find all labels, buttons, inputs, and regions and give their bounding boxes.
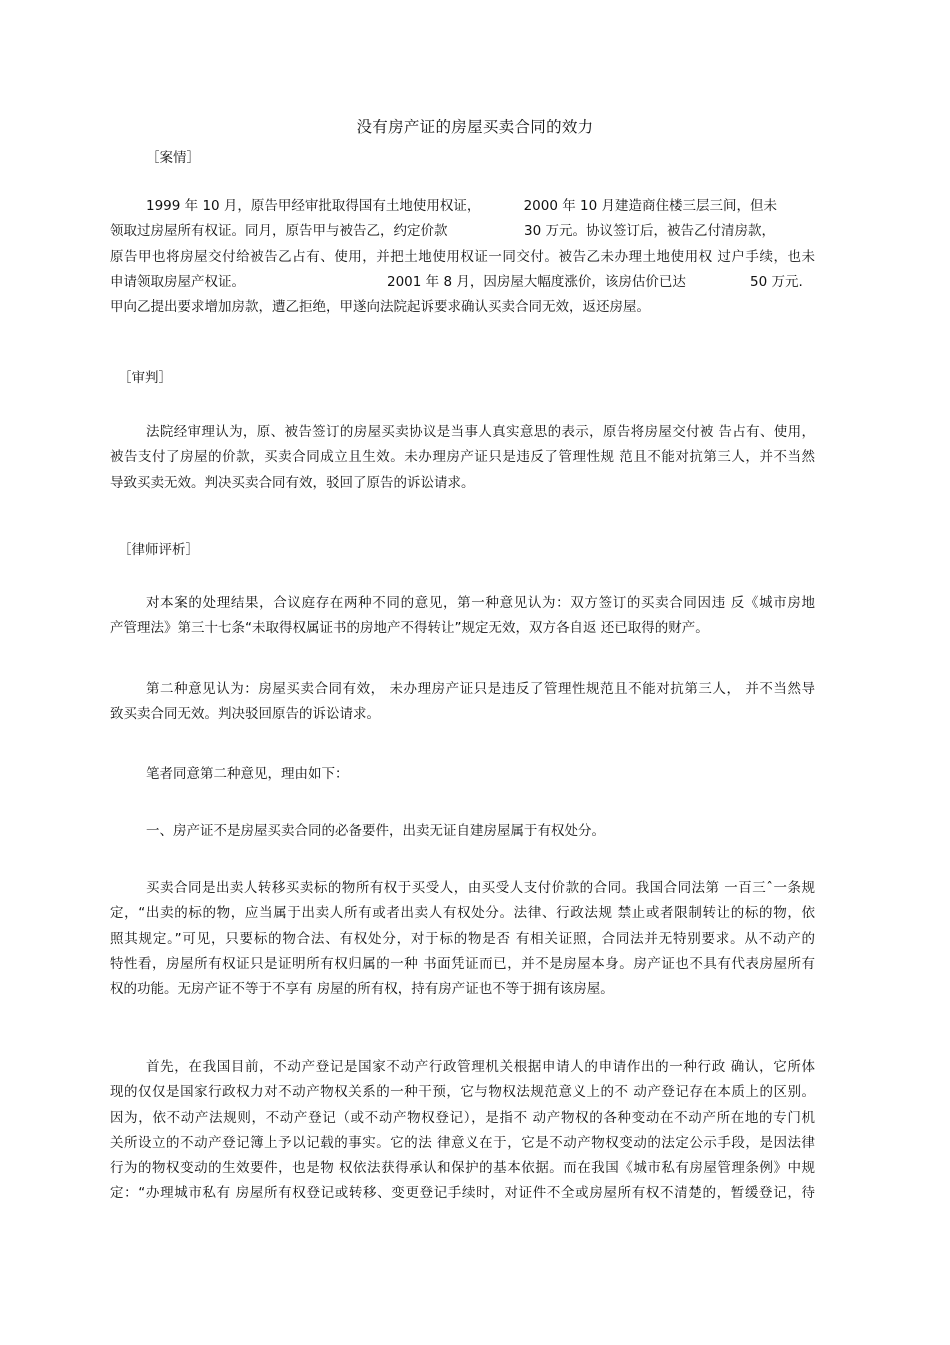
text-line: 因为，依不动产法规则，不动产登记（或不动产物权登记），是指不 动产物权的各种变动在不动产所在地的专门机 <box>110 1109 815 1126</box>
document-title: 没有房产证的房屋买卖合同的效力 <box>356 118 594 136</box>
first-reason-paragraph <box>110 1055 815 1207</box>
text-line: 行为的物权变动的生效要件，也是物 权依法获得承认和保护的基本依据。而在我国《城市私有房屋管理条例》中规 <box>110 1160 815 1177</box>
text-line: 笔者同意第二种意见，理由如下： <box>146 766 349 782</box>
opinion-two-paragraph <box>110 677 815 728</box>
text-line: 被告支付了房屋的价款，买卖合同成立且生效。未办理房产证只是违反了管理性规 范且不能对抗第三人，并不当然 <box>110 449 815 466</box>
text-line: 定，“出卖的标的物，应当属于出卖人所有或者出卖人有权处分。法律、行政法规 禁止或者限制转让的标的物，依 <box>110 905 815 922</box>
text-line: 甲向乙提出要求增加房款，遭乙拒绝，甲遂向法院起诉要求确认买卖合同无效，返还房屋。 <box>110 299 650 316</box>
text-line: 定：“办理城市私有 房屋所有权登记或转移、变更登记手续时，对证件不全或房屋所有权不清楚的，暂缓登记，待 <box>110 1185 815 1202</box>
text-line: 致买卖合同无效。判决驳回原告的诉讼请求。 <box>110 706 380 723</box>
text-line: 首先，在我国目前，不动产登记是国家不动产行政管理机关根据申请人的申请作出的一种行政 确认，它所体 <box>146 1059 815 1075</box>
text-line: 法院经审理认为，原、被告签订的房屋买卖协议是当事人真实意思的表示，原告将房屋交付被 告占有、使用， <box>146 424 815 440</box>
section-heading-case: ［案情］ <box>146 150 200 166</box>
text-line: 买卖合同是出卖人转移买卖标的物所有权于买受人，由买受人支付价款的合同。我国合同法第 一百三ˆ一条规 <box>146 880 815 896</box>
author-opinion <box>110 762 815 787</box>
text-line: 第二种意见认为：房屋买卖合同有效， 未办理房产证只是违反了管理性规范且不能对抗第三人， 并不当然导 <box>146 681 815 697</box>
text-line: 导致买卖无效。判决买卖合同有效，驳回了原告的诉讼请求。 <box>110 474 475 491</box>
text-line: 特性看，房屋所有权证只是证明所有权归属的一种 书面凭证而已，并不是房屋本身。房产证也不具有代表房屋所有 <box>110 955 815 972</box>
section-heading-trial: ［审判］ <box>118 370 172 386</box>
text-line: 关所设立的不动产登记簿上予以记载的事实。它的法 律意义在于，它是不动产物权变动的法定公示手段，是因法律 <box>110 1134 815 1151</box>
text-line: 1999 年 10 月，原告甲经审批取得国有土地使用权证， 2000 年 10 月建造商住楼三层三间，但未 <box>146 198 777 214</box>
point-one-heading <box>110 819 815 844</box>
text-line: 现的仅仅是国家行政权力对不动产物权关系的一种干预，它与物权法规范意义上的不 动产登记存在本质上的区别。 <box>110 1084 815 1101</box>
text-line: 对本案的处理结果，合议庭存在两种不同的意见，第一种意见认为：双方签订的买卖合同因违 反《城市房地 <box>146 595 815 611</box>
case-paragraph <box>110 194 815 320</box>
text-line: 产管理法》第三十七条“未取得权属证书的房地产不得转让”规定无效，双方各自返 还已取得的财产。 <box>110 620 709 637</box>
text-line: 领取过房屋所有权证。同月，原告甲与被告乙，约定价款 30 万元。协议签订后，被告乙付清房款， <box>110 223 775 240</box>
trial-paragraph <box>110 420 815 496</box>
text-line: 权的功能。无房产证不等于不享有 房屋的所有权，持有房产证也不等于拥有该房屋。 <box>110 981 614 998</box>
text-line: 一、房产证不是房屋买卖合同的必备要件，出卖无证自建房屋属于有权处分。 <box>146 823 605 839</box>
opinion-one-paragraph <box>110 591 815 642</box>
section-heading-lawyer: ［律师评析］ <box>118 542 199 558</box>
contract-paragraph <box>110 876 815 1002</box>
text-line: 申请领取房屋产权证。 2001 年 8 月，因房屋大幅度涨价，该房估价已达 50 万元. <box>110 273 803 290</box>
text-line: 原告甲也将房屋交付给被告乙占有、使用，并把土地使用权证一同交付。被告乙未办理土地使用权 过户手续，也未 <box>110 248 815 265</box>
text-line: 照其规定。”可见，只要标的物合法、有权处分，对于标的物是否 有相关证照，合同法并无特别要求。从不动产的 <box>110 930 815 947</box>
